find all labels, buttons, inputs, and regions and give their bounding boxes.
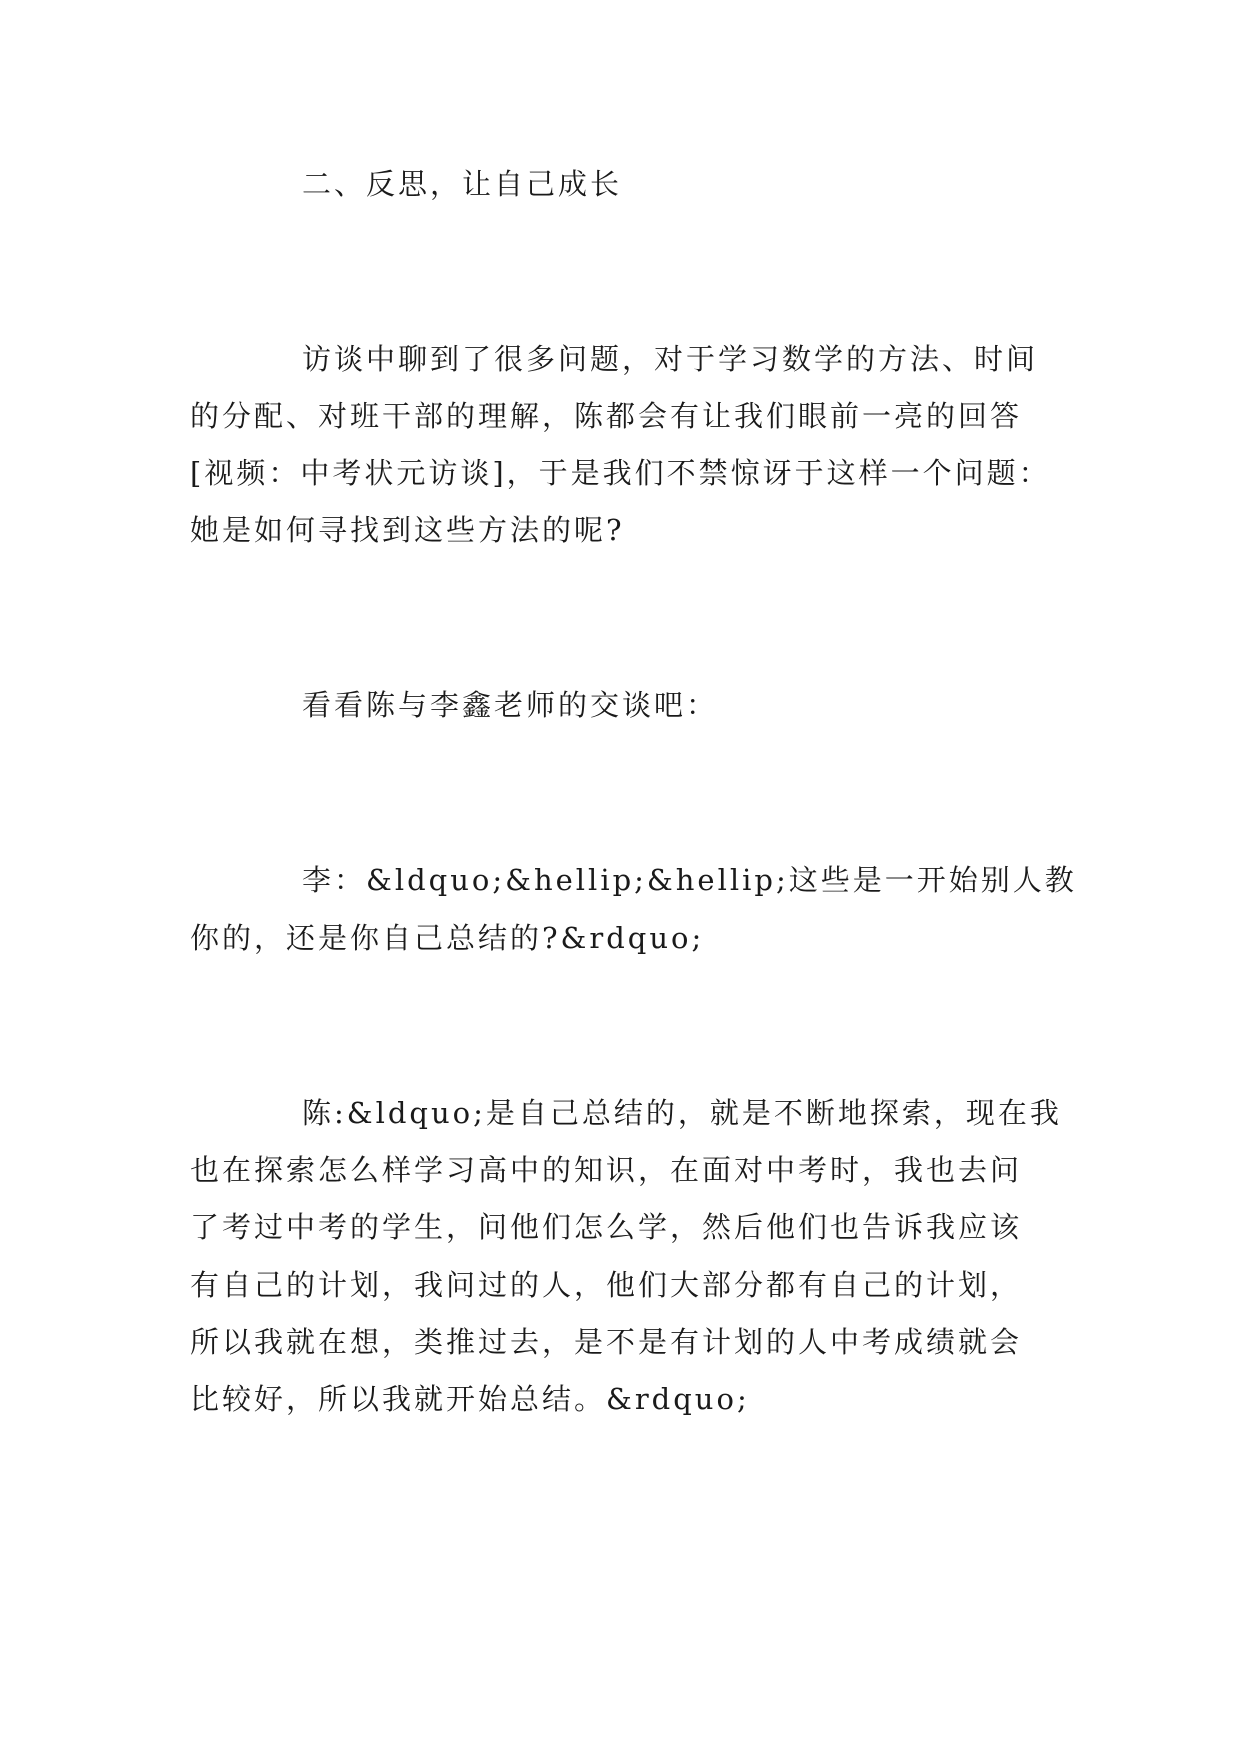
paragraph-4-line-4: 有自己的计划，我问过的人，他们大部分都有自己的计划， (190, 1268, 1023, 1302)
paragraph-2-line-1: 看看陈与李鑫老师的交谈吧： (302, 688, 719, 722)
paragraph-4-line-2: 也在探索怎么样学习高中的知识，在面对中考时，我也去问 (190, 1153, 1023, 1187)
section-heading: 二、反思，让自己成长 (302, 167, 623, 201)
paragraph-1-line-4: 她是如何寻找到这些方法的呢? (190, 513, 625, 547)
paragraph-4-line-6: 比较好，所以我就开始总结。&rdquo; (190, 1382, 750, 1416)
paragraph-1-line-1: 访谈中聊到了很多问题，对于学习数学的方法、时间 (302, 342, 1039, 376)
paragraph-4-line-1: 陈:&ldquo;是自己总结的，就是不断地探索，现在我 (302, 1096, 1062, 1130)
paragraph-1-line-3: [视频：中考状元访谈]，于是我们不禁惊讶于这样一个问题： (190, 456, 1051, 490)
paragraph-4-line-5: 所以我就在想，类推过去，是不是有计划的人中考成绩就会 (190, 1325, 1023, 1359)
paragraph-3-line-2: 你的，还是你自己总结的?&rdquo; (190, 921, 705, 955)
paragraph-1-line-2: 的分配、对班干部的理解，陈都会有让我们眼前一亮的回答 (190, 399, 1023, 433)
paragraph-4-line-3: 了考过中考的学生，问他们怎么学，然后他们也告诉我应该 (190, 1210, 1023, 1244)
paragraph-3-line-1: 李：&ldquo;&hellip;&hellip;这些是一开始别人教 (302, 863, 1077, 897)
